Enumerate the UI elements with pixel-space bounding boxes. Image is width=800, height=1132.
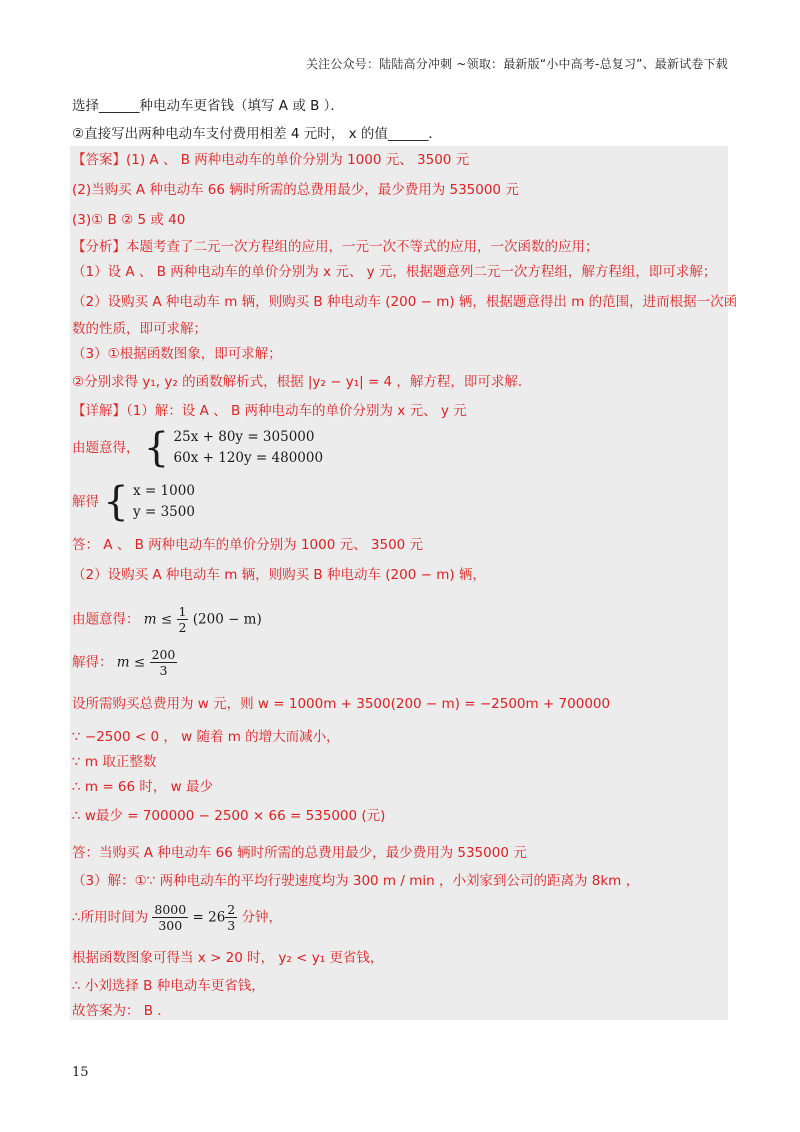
system-brace: { <box>143 425 170 471</box>
time-calculation-line <box>72 902 282 933</box>
mixed-number-whole: = 26 <box>192 909 226 926</box>
analysis-line-1: 【分析】本题考查了二元一次方程组的应用，一元一次不等式的应用，一次函数的应用； <box>72 239 599 255</box>
detail-line-12: ∴ w最少 = 700000 − 2500 × 66 = 535000 (元) <box>72 808 386 824</box>
fraction-denominator: 3 <box>159 663 168 678</box>
page-header: 关注公众号：陆陆高分冲刺 ~领取：最新版“小中高考-总复习”、最新试卷下载 <box>305 57 728 71</box>
detail-line-14: （3）解：①∵ 两种电动车的平均行驶速度均为 300 m / min ，小刘家到公司的距离为 8km ， <box>72 873 640 889</box>
detail-line-5: （2）设购买 A 种电动车 m 辆，则购买 B 种电动车 (200 − m) 辆， <box>72 567 486 583</box>
detail-line-13: 答：当购买 A 种电动车 66 辆时所需的总费用最少，最少费用为 535000 元 <box>72 845 527 861</box>
inequality-left: m ≤ <box>143 611 173 628</box>
page-number: 15 <box>72 1065 89 1080</box>
detail-line-17: ∴ 小刘选择 B 种电动车更省钱， <box>72 978 265 994</box>
system-brace: { <box>103 479 129 525</box>
solution-left: m ≤ <box>116 654 146 671</box>
fraction-denominator: 2 <box>178 620 187 635</box>
detail-line-4: 答： A 、 B 两种电动车的单价分别为 1000 元、 3500 元 <box>72 537 424 553</box>
detail-line-9: ∵ −2500 < 0 ， w 随着 m 的增大而减小， <box>72 729 340 745</box>
inequality-right: (200 − m) <box>192 611 262 628</box>
fraction-half <box>177 604 189 635</box>
analysis-line-2: （1）设 A 、 B 两种电动车的单价分别为 x 元、 y 元，根据题意列二元一次方程组，解方程组，即可求解； <box>72 264 717 280</box>
equation-system-1 <box>72 427 323 469</box>
fraction-numerator: 2 <box>227 902 236 917</box>
fraction-numerator: 200 <box>151 647 176 662</box>
detail-line-7-prefix: 解得： <box>72 654 113 671</box>
detail-line-3-prefix: 解得 <box>72 494 99 510</box>
detail-line-15-suffix: 分钟， <box>241 909 283 926</box>
fraction-denominator: 3 <box>227 918 236 933</box>
analysis-line-5: （3）①根据函数图象，即可求解； <box>72 346 282 362</box>
fraction-numerator: 8000 <box>154 902 187 917</box>
analysis-line-3: （2）设购买 A 种电动车 m 辆，则购买 B 种电动车 (200 − m) 辆，根据题意得出 m 的范围，进而根据一次函 <box>72 294 738 310</box>
detail-line-10: ∵ m 取正整数 <box>72 754 157 770</box>
question-line-2: ②直接写出两种电动车支付费用相差 4 元时， x 的值______． <box>72 126 442 142</box>
solution-inequality-line <box>72 647 177 678</box>
detail-line-15-prefix: ∴所用时间为 <box>72 909 149 926</box>
detail-line-6-prefix: 由题意得： <box>72 611 140 628</box>
answer-line-2: (2)当购买 A 种电动车 66 辆时所需的总费用最少，最少费用为 535000 元 <box>72 182 519 198</box>
fraction-denominator: 300 <box>158 918 183 933</box>
answer-line-1: 【答案】(1) A 、 B 两种电动车的单价分别为 1000 元、 3500 元 <box>72 152 470 168</box>
fraction-200-over-3 <box>150 647 178 678</box>
detail-line-2-prefix: 由题意得， <box>72 440 140 456</box>
solution-equations <box>133 481 195 523</box>
question-line-1: 选择______种电动车更省钱（填写 A 或 B ）． <box>72 98 344 114</box>
fraction-8000-over-300 <box>152 902 188 933</box>
fraction-two-thirds <box>225 902 237 933</box>
detail-line-8: 设所需购买总费用为 w 元，则 w = 1000m + 3500(200 − m) = −2500m + 700000 <box>72 696 611 712</box>
inequality-line <box>72 604 262 635</box>
system-equations <box>174 427 324 469</box>
analysis-line-6: ②分别求得 y₁, y₂ 的函数解析式，根据 |y₂ − y₁| = 4 ，解方程，即可求解． <box>72 374 532 390</box>
solution-equation-1: x = 1000 <box>133 483 195 499</box>
answer-line-3: (3)① B ② 5 或 40 <box>72 212 186 228</box>
detail-line-1: 【详解】（1）解：设 A 、 B 两种电动车的单价分别为 x 元、 y 元 <box>72 403 467 419</box>
solution-equation-2: y = 3500 <box>133 504 195 520</box>
detail-line-18: 故答案为： B ． <box>72 1003 171 1019</box>
analysis-line-4: 数的性质，即可求解； <box>72 321 207 337</box>
system-equation-2: 60x + 120y = 480000 <box>173 450 324 466</box>
system-equation-1: 25x + 80y = 305000 <box>173 429 315 445</box>
fraction-numerator: 1 <box>178 604 187 619</box>
detail-line-16: 根据函数图象可得当 x > 20 时， y₂ < y₁ 更省钱， <box>72 950 384 966</box>
equation-system-2 <box>72 481 195 523</box>
detail-line-11: ∴ m = 66 时， w 最少 <box>72 779 214 795</box>
